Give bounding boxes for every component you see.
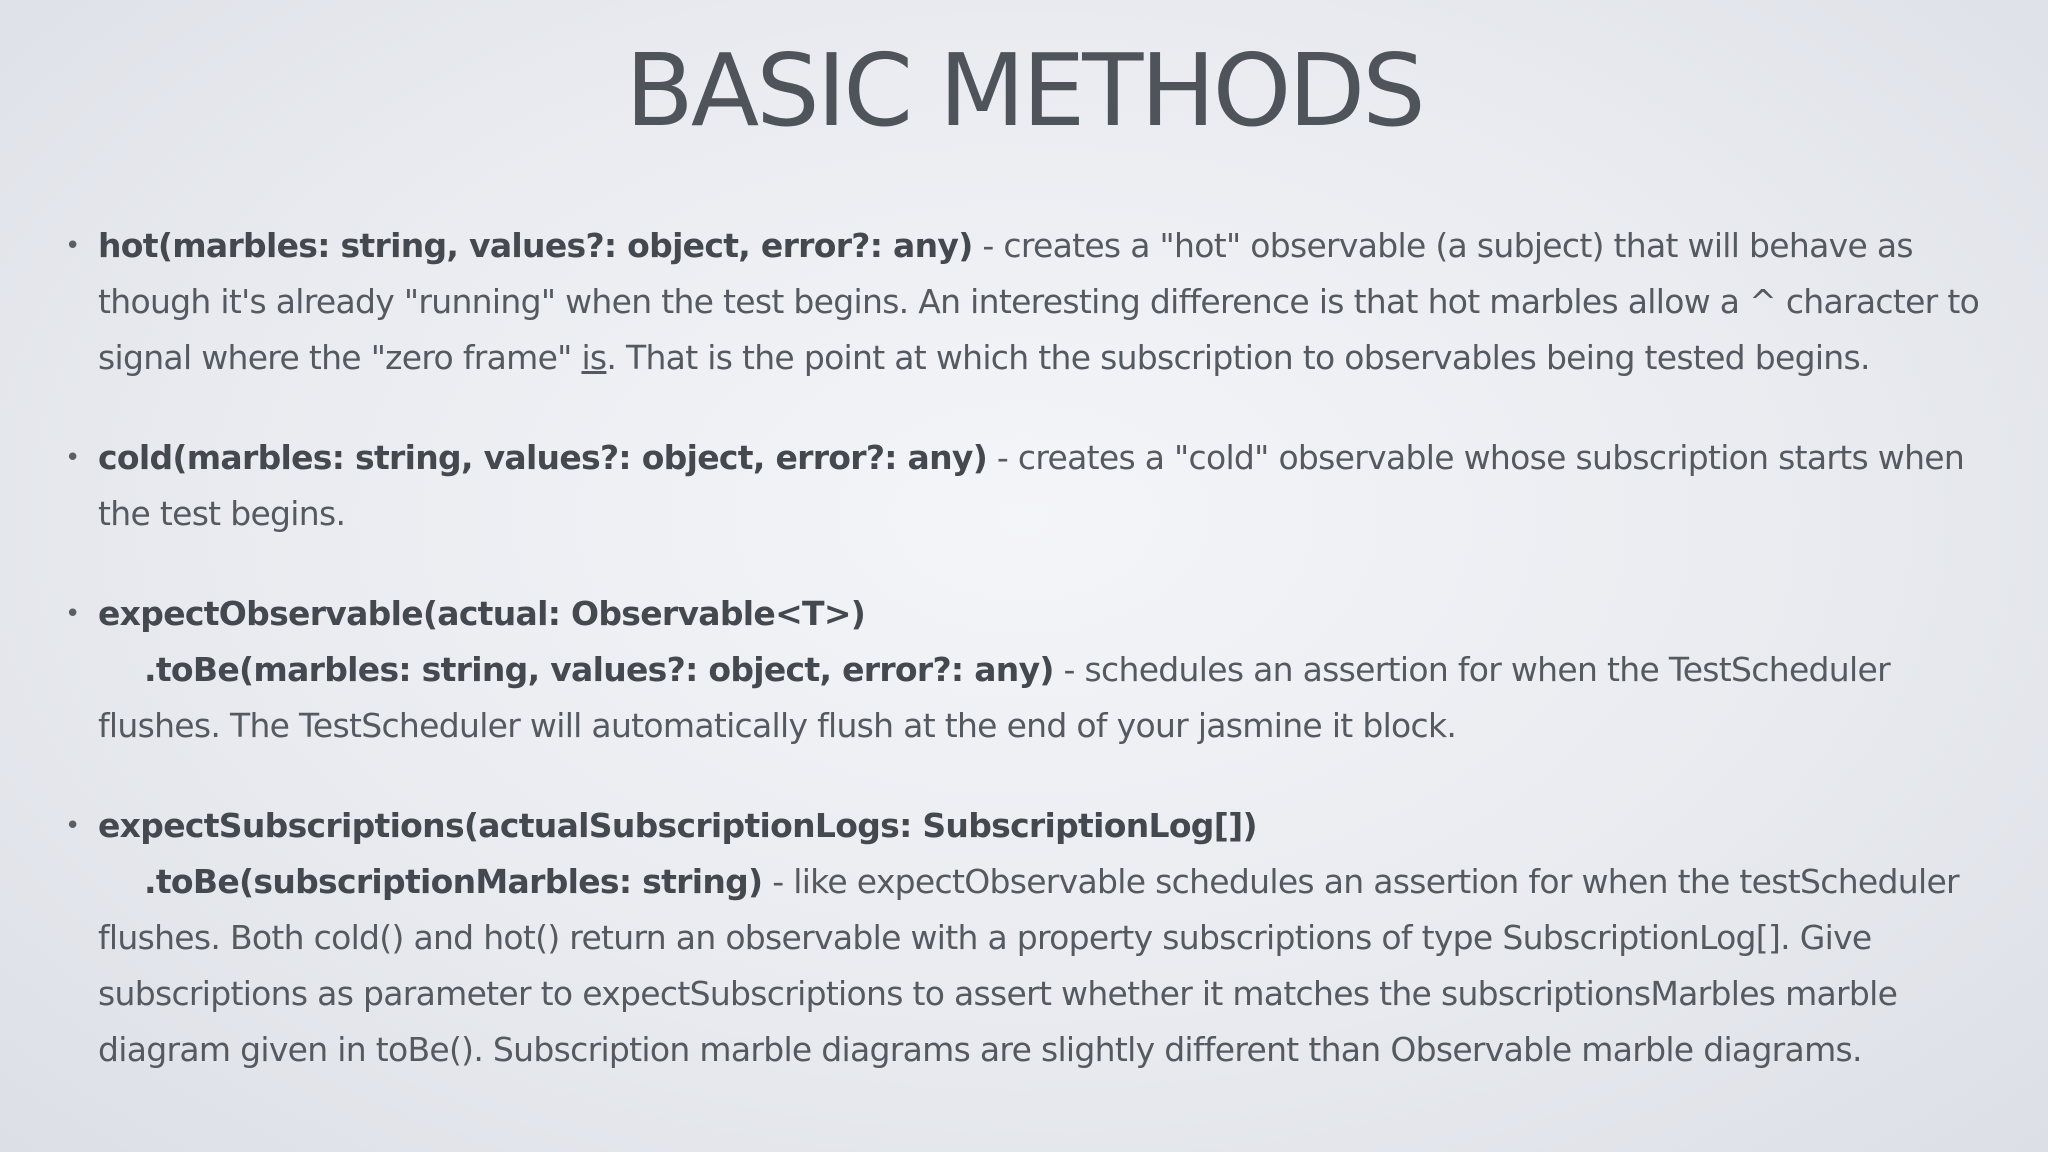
method-description-hot: - creates a "hot" observable (a subject) that will behave as though it's already "running" when the test begins. An interesting difference is that hot marbles allow a ^ character to signal where the "zero frame": [98, 226, 1980, 377]
bullet-icon: •: [65, 811, 80, 841]
method-description-cold: - creates a "cold" observable whose subscription starts when the test begins.: [98, 438, 1965, 533]
bullet-list: [65, 218, 1998, 1122]
bullet-icon: •: [65, 443, 80, 473]
bullet-icon: •: [65, 599, 80, 629]
method-signature-cold: cold(marbles: string, values?: object, error?: any): [98, 438, 988, 477]
bullet-expect-observable: [65, 586, 1998, 754]
bullet-hot: [65, 218, 1998, 386]
method-description-expect-observable: - schedules an assertion for when the TestScheduler flushes. The TestScheduler will automatically flush at the end of your jasmine it block.: [98, 650, 1890, 745]
bullet-expect-subscriptions: [65, 798, 1998, 1078]
method-description-hot-end: . That is the point at which the subscription to observables being tested begins.: [606, 338, 1870, 377]
method-signature-expect-observable: expectObservable(actual: Observable<T>): [98, 594, 866, 633]
bullet-cold: [65, 430, 1998, 542]
method-description-expect-subscriptions: - like expectObservable schedules an assertion for when the testScheduler flushes. Both cold() and hot() return an observable with a property subscriptions of type SubscriptionLog[]. Give subscriptions as parameter to expectSubscriptions to assert whether it matches the subscriptionsMarbles marble diagram given in toBe(). Subscription marble diagrams are slightly different than Observable marble diagrams.: [98, 862, 1959, 1069]
underlined-word: is: [581, 338, 607, 377]
method-signature-hot: hot(marbles: string, values?: object, error?: any): [98, 226, 973, 265]
slide-title: BASIC METHODS: [625, 32, 1423, 149]
method-signature-tobe-subscriptions: .toBe(subscriptionMarbles: string): [144, 862, 763, 901]
method-signature-tobe: .toBe(marbles: string, values?: object, error?: any): [144, 650, 1054, 689]
method-signature-expect-subscriptions: expectSubscriptions(actualSubscriptionLogs: SubscriptionLog[]): [98, 806, 1257, 845]
bullet-icon: •: [65, 231, 80, 261]
